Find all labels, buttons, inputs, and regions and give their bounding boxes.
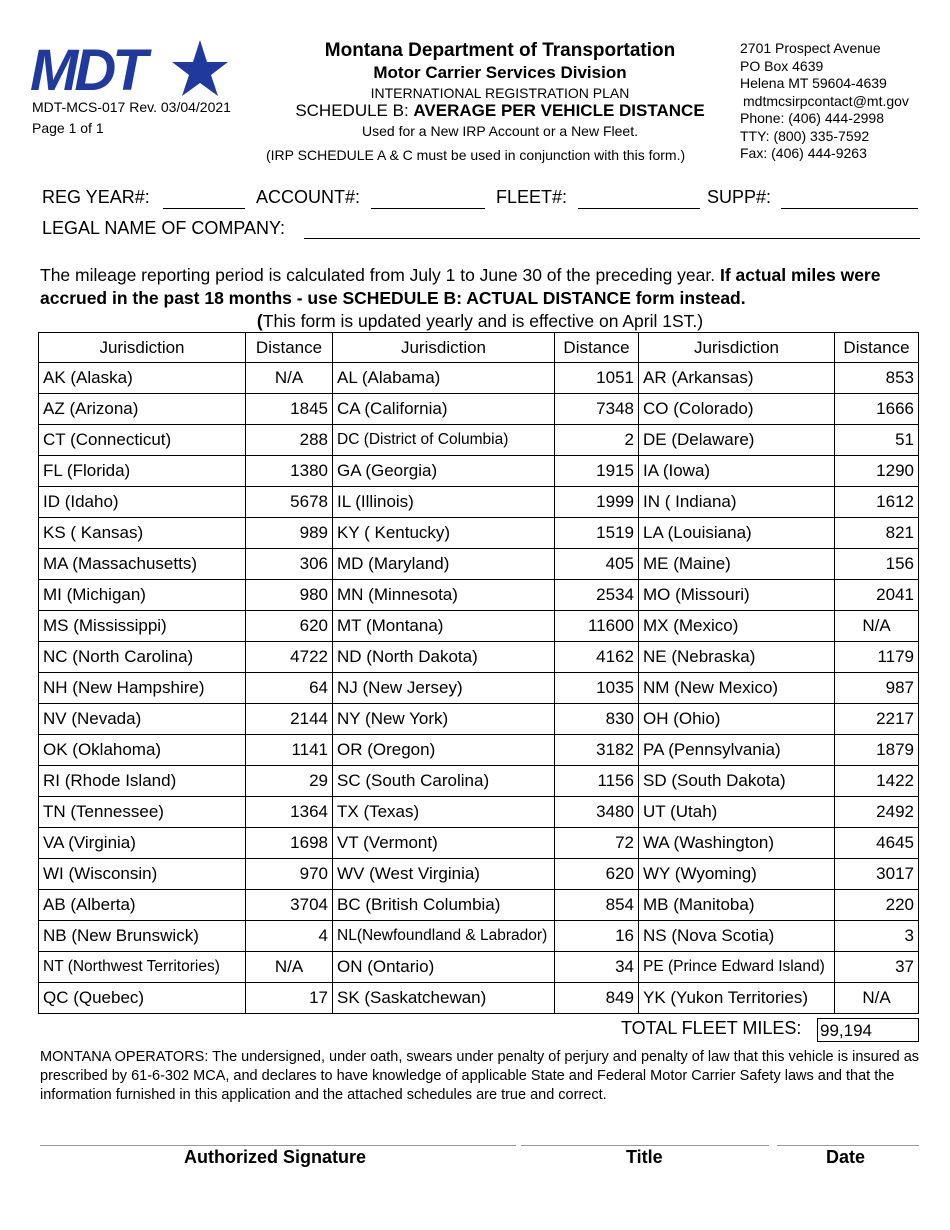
jurisdiction-cell: AL (Alabama) bbox=[333, 363, 555, 394]
jurisdiction-cell: ND (North Dakota) bbox=[333, 642, 555, 673]
jurisdiction-cell: NT (Northwest Territories) bbox=[39, 952, 246, 983]
schedule-title bbox=[270, 101, 730, 121]
fleet-field[interactable] bbox=[578, 208, 700, 209]
page-number: Page 1 of 1 bbox=[32, 120, 104, 136]
distance-cell: 51 bbox=[835, 425, 919, 456]
distance-cell: 2 bbox=[555, 425, 639, 456]
distance-cell: 620 bbox=[555, 859, 639, 890]
jurisdiction-cell: VA (Virginia) bbox=[39, 828, 246, 859]
star-icon bbox=[172, 40, 228, 96]
distance-cell: 2041 bbox=[835, 580, 919, 611]
header-distance-2: Distance bbox=[555, 333, 639, 363]
table-row bbox=[39, 611, 919, 642]
title-label: Title bbox=[626, 1147, 663, 1167]
jurisdiction-cell: MI (Michigan) bbox=[39, 580, 246, 611]
jurisdiction-cell: MS (Mississippi) bbox=[39, 611, 246, 642]
jurisdiction-cell: YK (Yukon Territories) bbox=[639, 983, 835, 1014]
distance-cell: 1422 bbox=[835, 766, 919, 797]
update-note-line bbox=[40, 310, 920, 333]
table-row bbox=[39, 673, 919, 704]
contact-street: 2701 Prospect Avenue bbox=[740, 40, 881, 56]
distance-cell: 1051 bbox=[555, 363, 639, 394]
distance-cell: 64 bbox=[246, 673, 333, 704]
jurisdiction-cell: RI (Rhode Island) bbox=[39, 766, 246, 797]
table-row bbox=[39, 394, 919, 425]
jurisdiction-cell: NB (New Brunswick) bbox=[39, 921, 246, 952]
distance-cell: 620 bbox=[246, 611, 333, 642]
distance-cell: 1666 bbox=[835, 394, 919, 425]
table-row bbox=[39, 797, 919, 828]
table-row bbox=[39, 766, 919, 797]
distance-cell: 4 bbox=[246, 921, 333, 952]
jurisdiction-cell: AK (Alaska) bbox=[39, 363, 246, 394]
distance-cell: 1290 bbox=[835, 456, 919, 487]
distance-cell: 306 bbox=[246, 549, 333, 580]
jurisdiction-cell: AR (Arkansas) bbox=[639, 363, 835, 394]
contact-city: Helena MT 59604-4639 bbox=[740, 75, 887, 91]
jurisdiction-cell: ME (Maine) bbox=[639, 549, 835, 580]
header-jurisdiction-2: Jurisdiction bbox=[333, 333, 555, 363]
jurisdiction-cell: WI (Wisconsin) bbox=[39, 859, 246, 890]
jurisdiction-cell: MO (Missouri) bbox=[639, 580, 835, 611]
distance-cell: 11600 bbox=[555, 611, 639, 642]
contact-po-box: PO Box 4639 bbox=[740, 57, 824, 74]
distance-cell: 220 bbox=[835, 890, 919, 921]
oath-statement: MONTANA OPERATORS: The undersigned, under oath, swears under penalty of perjury and penalty of law that this vehicle is insured as prescribed by 61-6-302 MCA, and declares to have knowledge of applicable State and Federal Motor Carrier Safety laws and that the information furnished in this application and the attached schedules are true and correct. bbox=[40, 1049, 920, 1103]
table-row bbox=[39, 580, 919, 611]
logo-text: MDT bbox=[30, 38, 144, 100]
jurisdiction-cell: NE (Nebraska) bbox=[639, 642, 835, 673]
plan-name: INTERNATIONAL REGISTRATION PLAN bbox=[370, 85, 630, 101]
jurisdiction-cell: SK (Saskatchewan) bbox=[333, 983, 555, 1014]
distance-cell: N/A bbox=[246, 952, 333, 983]
distance-cell: 2492 bbox=[835, 797, 919, 828]
use-note: Used for a New IRP Account or a New Fleet. bbox=[362, 123, 638, 139]
jurisdiction-cell: IL (Illinois) bbox=[333, 487, 555, 518]
table-row bbox=[39, 363, 919, 394]
distance-cell: 1845 bbox=[246, 394, 333, 425]
distance-cell: 4162 bbox=[555, 642, 639, 673]
table-header-row bbox=[39, 333, 919, 363]
distance-cell: 1698 bbox=[246, 828, 333, 859]
distance-cell: 1035 bbox=[555, 673, 639, 704]
jurisdiction-cell: NM (New Mexico) bbox=[639, 673, 835, 704]
jurisdiction-cell: NS (Nova Scotia) bbox=[639, 921, 835, 952]
table-row bbox=[39, 952, 919, 983]
jurisdiction-cell: OH (Ohio) bbox=[639, 704, 835, 735]
jurisdiction-cell: IN ( Indiana) bbox=[639, 487, 835, 518]
distance-cell: 1141 bbox=[246, 735, 333, 766]
total-label: TOTAL FLEET MILES: bbox=[621, 1018, 802, 1038]
jurisdiction-cell: AZ (Arizona) bbox=[39, 394, 246, 425]
jurisdiction-cell: NY (New York) bbox=[333, 704, 555, 735]
distance-cell: 37 bbox=[835, 952, 919, 983]
jurisdiction-cell: PE (Prince Edward Island) bbox=[639, 952, 835, 983]
table-row bbox=[39, 828, 919, 859]
jurisdiction-cell: UT (Utah) bbox=[639, 797, 835, 828]
table-row bbox=[39, 487, 919, 518]
distance-cell: N/A bbox=[246, 363, 333, 394]
distance-cell: 853 bbox=[835, 363, 919, 394]
distance-cell: 405 bbox=[555, 549, 639, 580]
intro-plain: The mileage reporting period is calculated from July 1 to June 30 of the preceding year. bbox=[40, 265, 716, 285]
table-row bbox=[39, 921, 919, 952]
jurisdiction-cell: NJ (New Jersey) bbox=[333, 673, 555, 704]
mdt-logo bbox=[28, 38, 228, 100]
account-field[interactable] bbox=[371, 208, 485, 209]
reg-year-field[interactable] bbox=[163, 208, 245, 209]
title-line[interactable] bbox=[521, 1145, 769, 1146]
jurisdiction-cell: MX (Mexico) bbox=[639, 611, 835, 642]
jurisdiction-cell: QC (Quebec) bbox=[39, 983, 246, 1014]
contact-email[interactable]: mdtmcsirpcontact@mt.gov bbox=[743, 92, 909, 109]
distance-cell: 821 bbox=[835, 518, 919, 549]
schedule-prefix: SCHEDULE B: bbox=[295, 101, 409, 120]
table-row bbox=[39, 518, 919, 549]
contact-block bbox=[740, 40, 909, 163]
jurisdiction-cell: TX (Texas) bbox=[333, 797, 555, 828]
distance-cell: 987 bbox=[835, 673, 919, 704]
table-row bbox=[39, 642, 919, 673]
distance-cell: 16 bbox=[555, 921, 639, 952]
update-open-paren: ( bbox=[256, 311, 263, 331]
distance-cell: 849 bbox=[555, 983, 639, 1014]
table-row bbox=[39, 456, 919, 487]
intro-paragraph bbox=[40, 264, 920, 333]
jurisdiction-cell: NH (New Hampshire) bbox=[39, 673, 246, 704]
jurisdiction-cell: IA (Iowa) bbox=[639, 456, 835, 487]
jurisdiction-cell: OK (Oklahoma) bbox=[39, 735, 246, 766]
distance-cell: 288 bbox=[246, 425, 333, 456]
jurisdiction-cell: OR (Oregon) bbox=[333, 735, 555, 766]
table-row bbox=[39, 425, 919, 456]
reg-year-label: REG YEAR#: bbox=[42, 187, 150, 207]
intro-bold: If actual miles were accrued in the past 18 months - use SCHEDULE B: ACTUAL DISTANCE form instead. bbox=[40, 265, 881, 308]
distance-cell: 2534 bbox=[555, 580, 639, 611]
distance-cell: 34 bbox=[555, 952, 639, 983]
conjunction-note: (IRP SCHEDULE A & C must be used in conjunction with this form.) bbox=[266, 147, 686, 163]
jurisdiction-cell: WV (West Virginia) bbox=[333, 859, 555, 890]
jurisdiction-cell: PA (Pennsylvania) bbox=[639, 735, 835, 766]
jurisdiction-cell: CT (Connecticut) bbox=[39, 425, 246, 456]
distance-cell: 156 bbox=[835, 549, 919, 580]
distance-cell: 1999 bbox=[555, 487, 639, 518]
distance-cell: 4722 bbox=[246, 642, 333, 673]
contact-fax: Fax: (406) 444-9263 bbox=[740, 145, 867, 161]
table-row bbox=[39, 983, 919, 1014]
jurisdiction-cell: MD (Maryland) bbox=[333, 549, 555, 580]
distance-cell: 1879 bbox=[835, 735, 919, 766]
legal-name-field[interactable] bbox=[304, 238, 920, 239]
agency-name: Montana Department of Transportation bbox=[324, 40, 676, 61]
jurisdiction-cell: CA (California) bbox=[333, 394, 555, 425]
distance-cell: 3182 bbox=[555, 735, 639, 766]
distance-cell: 1364 bbox=[246, 797, 333, 828]
jurisdiction-cell: GA (Georgia) bbox=[333, 456, 555, 487]
jurisdiction-cell: MN (Minnesota) bbox=[333, 580, 555, 611]
jurisdiction-cell: TN (Tennessee) bbox=[39, 797, 246, 828]
jurisdiction-cell: SC (South Carolina) bbox=[333, 766, 555, 797]
jurisdiction-cell: NV (Nevada) bbox=[39, 704, 246, 735]
table-row bbox=[39, 735, 919, 766]
jurisdiction-cell: WY (Wyoming) bbox=[639, 859, 835, 890]
signature-line[interactable] bbox=[40, 1145, 516, 1146]
contact-tty: TTY: (800) 335-7592 bbox=[740, 127, 870, 144]
distance-cell: 7348 bbox=[555, 394, 639, 425]
jurisdiction-cell: KY ( Kentucky) bbox=[333, 518, 555, 549]
jurisdiction-cell: KS ( Kansas) bbox=[39, 518, 246, 549]
title-block bbox=[270, 40, 730, 139]
distance-cell: 1519 bbox=[555, 518, 639, 549]
distance-cell: 2217 bbox=[835, 704, 919, 735]
header-jurisdiction-1: Jurisdiction bbox=[39, 333, 246, 363]
distance-cell: 980 bbox=[246, 580, 333, 611]
distance-cell: 970 bbox=[246, 859, 333, 890]
distance-cell: 1915 bbox=[555, 456, 639, 487]
jurisdiction-cell: BC (British Columbia) bbox=[333, 890, 555, 921]
form-id: MDT-MCS-017 Rev. 03/04/2021 bbox=[32, 99, 231, 115]
legal-name-label: LEGAL NAME OF COMPANY: bbox=[42, 218, 286, 238]
jurisdiction-cell: AB (Alberta) bbox=[39, 890, 246, 921]
update-note: This form is updated yearly and is effective on April 1ST.) bbox=[262, 311, 704, 331]
distance-cell: 3017 bbox=[835, 859, 919, 890]
jurisdiction-cell: ID (Idaho) bbox=[39, 487, 246, 518]
distance-cell: 17 bbox=[246, 983, 333, 1014]
header-distance-1: Distance bbox=[246, 333, 333, 363]
header-distance-3: Distance bbox=[835, 333, 919, 363]
distance-table bbox=[38, 332, 919, 1014]
contact-phone: Phone: (406) 444-2998 bbox=[740, 110, 884, 126]
jurisdiction-cell: LA (Louisiana) bbox=[639, 518, 835, 549]
jurisdiction-cell: ON (Ontario) bbox=[333, 952, 555, 983]
jurisdiction-cell: DE (Delaware) bbox=[639, 425, 835, 456]
distance-cell: 1156 bbox=[555, 766, 639, 797]
distance-cell: 830 bbox=[555, 704, 639, 735]
distance-cell: 3 bbox=[835, 921, 919, 952]
distance-cell: 854 bbox=[555, 890, 639, 921]
distance-cell: 3704 bbox=[246, 890, 333, 921]
distance-cell: 1380 bbox=[246, 456, 333, 487]
supp-label: SUPP#: bbox=[707, 187, 772, 207]
table-row bbox=[39, 549, 919, 580]
distance-cell: 989 bbox=[246, 518, 333, 549]
jurisdiction-cell: MA (Massachusetts) bbox=[39, 549, 246, 580]
distance-cell: 3480 bbox=[555, 797, 639, 828]
jurisdiction-cell: NC (North Carolina) bbox=[39, 642, 246, 673]
distance-cell: 1612 bbox=[835, 487, 919, 518]
distance-cell: N/A bbox=[835, 611, 919, 642]
table-row bbox=[39, 859, 919, 890]
jurisdiction-cell: MB (Manitoba) bbox=[639, 890, 835, 921]
distance-cell: 29 bbox=[246, 766, 333, 797]
jurisdiction-cell: NL(Newfoundland & Labrador) bbox=[333, 921, 555, 952]
account-label: ACCOUNT#: bbox=[256, 187, 361, 207]
table-row bbox=[39, 704, 919, 735]
date-label: Date bbox=[826, 1147, 866, 1167]
schedule-name: AVERAGE PER VEHICLE DISTANCE bbox=[413, 101, 705, 120]
total-fleet-miles-field[interactable]: 99,194 bbox=[817, 1018, 919, 1042]
distance-cell: 2144 bbox=[246, 704, 333, 735]
jurisdiction-cell: WA (Washington) bbox=[639, 828, 835, 859]
jurisdiction-cell: DC (District of Columbia) bbox=[333, 425, 555, 456]
jurisdiction-cell: FL (Florida) bbox=[39, 456, 246, 487]
table-row bbox=[39, 890, 919, 921]
jurisdiction-cell: VT (Vermont) bbox=[333, 828, 555, 859]
jurisdiction-cell: SD (South Dakota) bbox=[639, 766, 835, 797]
distance-cell: 5678 bbox=[246, 487, 333, 518]
table-body bbox=[39, 363, 919, 1014]
signature-label: Authorized Signature bbox=[184, 1147, 367, 1167]
supp-field[interactable] bbox=[781, 208, 918, 209]
fleet-label: FLEET#: bbox=[496, 187, 568, 207]
date-line[interactable] bbox=[777, 1145, 919, 1146]
distance-cell: 1179 bbox=[835, 642, 919, 673]
jurisdiction-cell: CO (Colorado) bbox=[639, 394, 835, 425]
jurisdiction-cell: MT (Montana) bbox=[333, 611, 555, 642]
distance-cell: N/A bbox=[835, 983, 919, 1014]
header-jurisdiction-3: Jurisdiction bbox=[639, 333, 835, 363]
distance-cell: 4645 bbox=[835, 828, 919, 859]
distance-cell: 72 bbox=[555, 828, 639, 859]
division-name: Motor Carrier Services Division bbox=[373, 63, 627, 82]
